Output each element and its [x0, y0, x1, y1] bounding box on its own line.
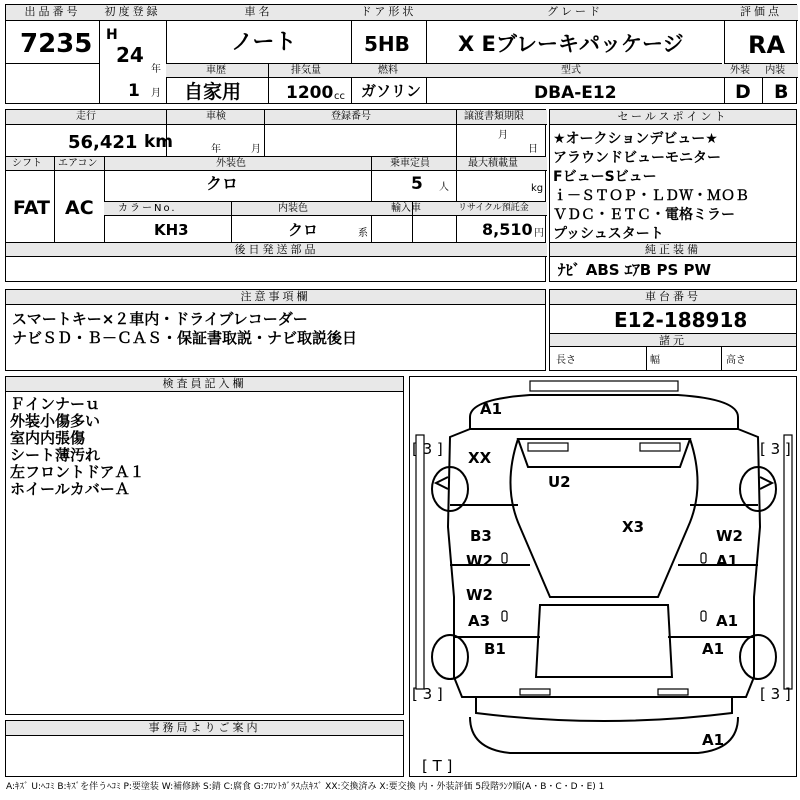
office-box	[5, 720, 404, 777]
mark-x3: X3	[622, 518, 645, 536]
color-label: 外装色	[216, 158, 246, 169]
ext-score: D	[735, 81, 751, 103]
era: H	[106, 27, 118, 43]
sales-points-box	[549, 109, 797, 282]
later-parts-label: 後日発送部品	[6, 243, 547, 257]
intcolor-label: 内装色	[278, 203, 308, 214]
grade-label: グレード	[426, 5, 724, 21]
mark-b1: B1	[484, 640, 506, 658]
year-unit: 年	[151, 64, 161, 75]
tire-front-right: [ 3 ]	[760, 440, 791, 458]
mark-a1-right-rear: A1	[716, 612, 739, 630]
chassis-number: E12-188918	[614, 308, 748, 332]
month-unit: 月	[151, 88, 161, 99]
sales-points-label: セールスポイント	[550, 110, 796, 125]
displacement: 1200	[286, 83, 334, 103]
mark-a1-bottom: A1	[702, 731, 725, 749]
tire-rear-left: [ 3 ]	[412, 685, 443, 703]
fuel: ガソリン	[361, 82, 422, 100]
ac: AC	[65, 197, 94, 219]
tire-rear-right: [ 3 ]	[760, 685, 791, 703]
ac-label: エアコン	[58, 158, 98, 169]
damage-legend: A:ｷｽﾞ U:ﾍｺﾐ B:ｷｽﾞを伴うﾍｺﾐ P:要塗装 W:補修跡 S:錆 C:腐食 G:ﾌﾛﾝﾄｶﾞﾗｽ点ｷｽﾞ XX:交換済み X:要交換 内・外装評価 5段階ﾗﾝｸ順(A・B・C・D・E) 1	[6, 782, 605, 792]
interior-color: クロ	[288, 221, 319, 239]
grade: X Eブレーキパッケージ	[458, 32, 684, 56]
load-unit: kg	[531, 183, 544, 194]
fuel-label: 燃料	[378, 65, 398, 76]
colorno-label: カラーNo.	[118, 203, 177, 214]
inspector-label: 検査員記入欄	[6, 377, 403, 392]
notes-text: スマートキー×２車内・ドライブレコーダー ナビＳＤ・Ｂ－ＣＡＳ・保証書取説・ナビ取説後日	[12, 310, 358, 347]
intcolor-unit: 系	[358, 228, 368, 239]
mark-w2-right-front: W2	[716, 527, 743, 545]
office-label: 事務局よりご案内	[6, 721, 403, 736]
transfer-day-unit: 日	[528, 144, 538, 155]
reg-label: 初度登録	[99, 5, 166, 21]
length-label: 長さ	[556, 355, 576, 366]
capacity-unit: 人	[439, 182, 449, 193]
disp-label: 排気量	[291, 65, 321, 76]
mark-b3: B3	[470, 527, 492, 545]
capacity-label: 乗車定員	[390, 158, 430, 169]
recycle-unit: 円	[534, 228, 544, 239]
tire-front-left: [ 3 ]	[412, 440, 443, 458]
dims-label: 諸元	[550, 334, 796, 347]
spare-tire: [ T ]	[422, 757, 453, 775]
mark-u2: U2	[548, 473, 571, 491]
header-block	[5, 4, 797, 104]
color-number: KH3	[154, 221, 189, 239]
mileage-label: 走行	[76, 111, 96, 122]
inspector-box	[5, 376, 404, 715]
shift-label: シフト	[12, 158, 42, 169]
reg-year: 24	[116, 43, 144, 67]
mark-a1-top: A1	[480, 400, 503, 418]
notes-box	[5, 289, 546, 371]
recycle-label: リサイクル預託金	[458, 203, 529, 213]
model: DBA-E12	[534, 83, 617, 103]
equipment-label: 純正装備	[550, 243, 796, 257]
mark-a1-right-quarter: A1	[702, 640, 725, 658]
recycle-fee: 8,510	[482, 220, 533, 239]
score-label: 評価点	[724, 5, 798, 21]
capacity: 5	[411, 174, 423, 194]
inspector-text: Ｆインナーｕ 外装小傷多い 室内内張傷 シート薄汚れ 左フロントドアＡ１ ホイールカバーＡ	[10, 395, 145, 498]
inspect-year-unit: 年	[211, 144, 221, 155]
mileage: 56,421	[68, 132, 138, 153]
load-label: 最大積載量	[468, 158, 518, 169]
mark-w2-left-front: W2	[466, 552, 493, 570]
width-label: 幅	[650, 355, 660, 366]
chassis-box	[549, 289, 797, 371]
mark-a3: A3	[468, 612, 491, 630]
equipment-value: ﾅﾋﾞ ABS ｴｱB PS PW	[558, 261, 712, 279]
model-label: 型式	[561, 65, 581, 76]
score: RA	[748, 31, 786, 59]
int-score: B	[774, 81, 789, 103]
history: 自家用	[184, 81, 242, 103]
car-diagram	[409, 376, 797, 777]
shift: FAT	[13, 197, 50, 219]
lot-label: 出品番号	[6, 5, 99, 21]
notes-label: 注意事項欄	[6, 290, 545, 305]
import-label: 輸入車	[391, 203, 421, 214]
mark-w2-left-rear: W2	[466, 586, 493, 604]
mark-a1-right-front: A1	[716, 552, 739, 570]
transfer-label: 譲渡書類期限	[464, 111, 524, 122]
color: クロ	[206, 174, 239, 193]
door-type: 5HB	[364, 32, 410, 56]
transfer-month-unit: 月	[498, 130, 508, 141]
history-label: 車歴	[206, 65, 226, 76]
inspect-month-unit: 月	[251, 144, 261, 155]
door-label: ドア形状	[351, 5, 426, 21]
mark-xx: XX	[468, 449, 492, 467]
chassis-label: 車台番号	[550, 290, 796, 305]
reg-month: 1	[128, 81, 140, 101]
height-label: 高さ	[726, 355, 746, 366]
spec-block	[5, 109, 546, 282]
inspect-label: 車検	[206, 111, 226, 122]
disp-unit: cc	[334, 91, 345, 102]
sales-points-text: ★オークションデビュー★ アラウンドビューモニター FビューSビュー ｉ－ＳＴＯＰ・ＬＤＷ・ＭＯＢ ＶＤＣ・ＥＴＣ・電格ミラー プッシュスタート	[553, 131, 749, 242]
regno-label: 登録番号	[331, 111, 371, 122]
name-label: 車名	[166, 5, 351, 21]
mileage-unit: km	[144, 132, 174, 152]
lot-number: 7235	[20, 29, 93, 59]
car-name: ノート	[231, 30, 297, 55]
ext-int-labels: 外装 内装	[724, 64, 798, 78]
car-outline	[410, 377, 798, 778]
